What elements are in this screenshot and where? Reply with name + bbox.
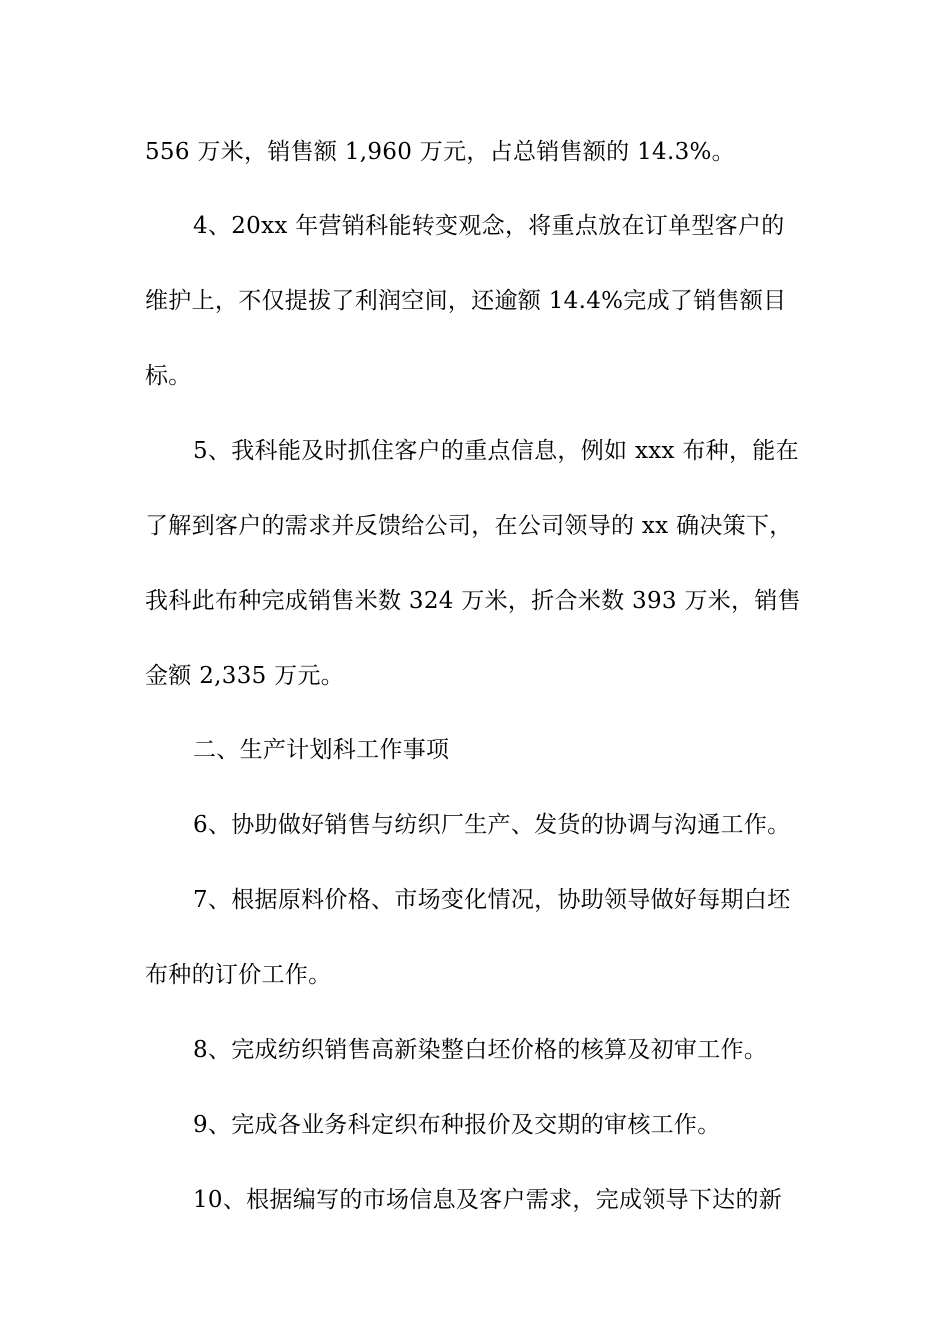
text-line-5: 5、我科能及时抓住客户的重点信息，例如 xxx 布种，能在 [193,438,799,464]
text-line-6: 了解到客户的需求并反馈给公司，在公司领导的 xx 确决策下， [145,513,793,539]
text-line-12: 布种的订价工作。 [145,962,332,988]
text-line-4: 标。 [145,363,192,389]
section-heading: 二、生产计划科工作事项 [193,737,450,763]
text-line-8: 金额 2,335 万元。 [145,663,345,689]
text-line-2: 4、20xx 年营销科能转变观念，将重点放在订单型客户的 [193,213,785,239]
text-line-10: 6、协助做好销售与纺织厂生产、发货的协调与沟通工作。 [193,812,791,838]
text-line-7: 我科此布种完成销售米数 324 万米，折合米数 393 万米，销售 [145,588,801,614]
text-line-15: 10、根据编写的市场信息及客户需求，完成领导下达的新 [193,1187,783,1213]
text-line-13: 8、完成纺织销售高新染整白坯价格的核算及初审工作。 [193,1037,768,1063]
text-line-1: 556 万米，销售额 1,960 万元，占总销售额的 14.3%。 [145,139,735,165]
text-line-11: 7、根据原料价格、市场变化情况，协助领导做好每期白坯 [193,887,791,913]
text-line-3: 维护上，不仅提拔了利润空间，还逾额 14.4%完成了销售额目 [145,288,787,314]
text-line-14: 9、完成各业务科定织布种报价及交期的审核工作。 [193,1112,721,1138]
